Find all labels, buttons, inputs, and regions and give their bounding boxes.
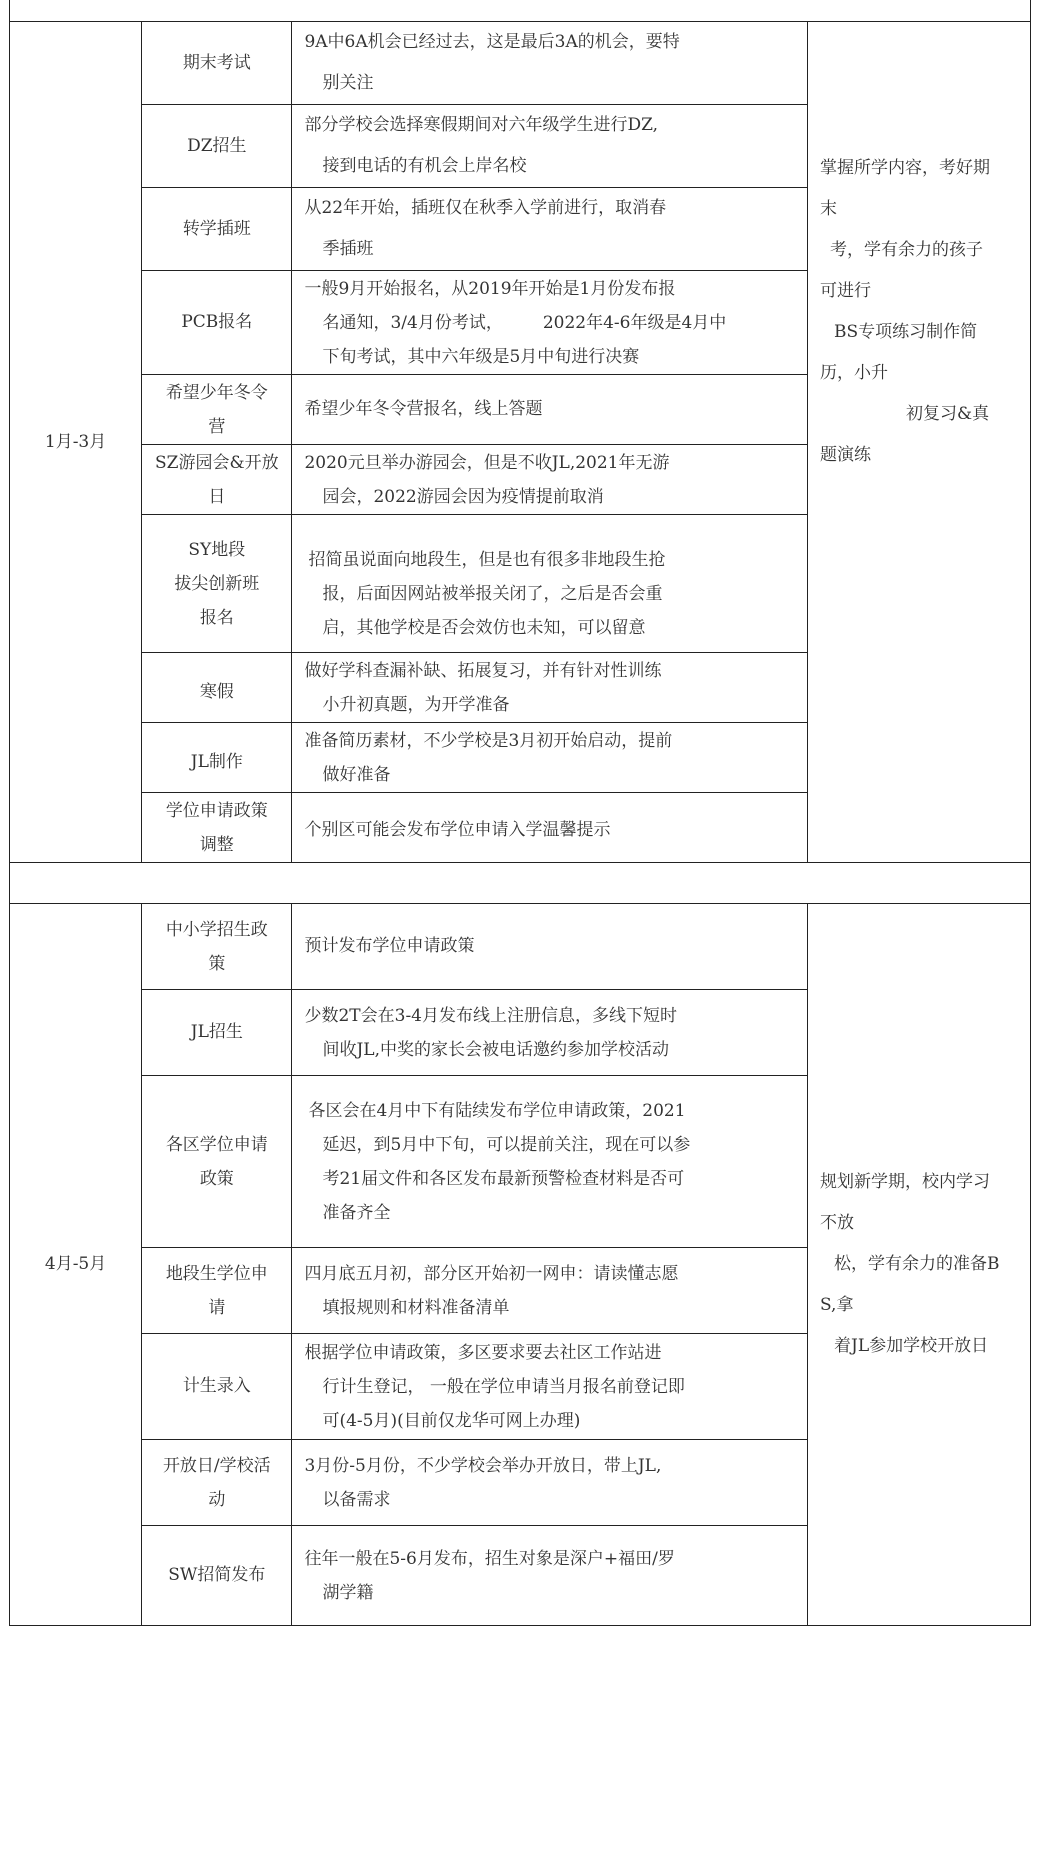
description-cell: 准备简历素材，不少学校是3月初开始启动，提前 做好准备 xyxy=(292,723,808,793)
description-cell: 各区会在4月中下有陆续发布学位申请政策，2021 延迟，到5月中下旬，可以提前关注，现在可以参 考21届文件和各区发布最新预警检查材料是否可 准备齐全 xyxy=(292,1076,808,1248)
topic-cell: 开放日/学校活 动 xyxy=(142,1440,292,1526)
topic-cell: DZ招生 xyxy=(142,105,292,188)
description-cell: 一般9月开始报名，从2019年开始是1月份发布报 名通知，3/4月份考试， 2022年4-6年级是4月中 下旬考试，其中六年级是5月中旬进行决赛 xyxy=(292,271,808,375)
topic-cell: JL制作 xyxy=(142,723,292,793)
topic-cell: JL招生 xyxy=(142,990,292,1076)
table-row xyxy=(10,904,1031,990)
description-cell: 根据学位申请政策，多区要求要去社区工作站进 行计生登记， 一般在学位申请当月报名前登记即 可(4-5月)(目前仅龙华可网上办理) xyxy=(292,1334,808,1440)
topic-cell: 寒假 xyxy=(142,653,292,723)
topic-cell: SY地段 拔尖创新班 报名 xyxy=(142,515,292,653)
topic-cell: 各区学位申请 政策 xyxy=(142,1076,292,1248)
topic-cell: 希望少年冬令 营 xyxy=(142,375,292,445)
description-cell: 招简虽说面向地段生，但是也有很多非地段生抢 报，后面因网站被举报关闭了，之后是否会重 启，其他学校是否会效仿也未知，可以留意 xyxy=(292,515,808,653)
description-cell: 2020元旦举办游园会，但是不收JL,2021年无游 园会，2022游园会因为疫情提前取消 xyxy=(292,445,808,515)
description-cell: 从22年开始，插班仅在秋季入学前进行，取消春 季插班 xyxy=(292,188,808,271)
description-cell: 做好学科查漏补缺、拓展复习，并有针对性训练 小升初真题，为开学准备 xyxy=(292,653,808,723)
topic-cell: 中小学招生政 策 xyxy=(142,904,292,990)
description-cell: 少数2T会在3-4月发布线上注册信息，多线下短时 间收JL,中奖的家长会被电话邀约参加学校活动 xyxy=(292,990,808,1076)
topic-cell: SW招简发布 xyxy=(142,1526,292,1626)
description-cell: 预计发布学位申请政策 xyxy=(292,904,808,990)
topic-cell: SZ游园会&开放 日 xyxy=(142,445,292,515)
table-row xyxy=(10,22,1031,105)
topic-cell: 学位申请政策 调整 xyxy=(142,793,292,863)
topic-cell: 计生录入 xyxy=(142,1334,292,1440)
goal-cell: 规划新学期，校内学习 不放 松，学有余力的准备B S,拿 着JL参加学校开放日 xyxy=(808,904,1031,1626)
separator-row xyxy=(10,863,1031,904)
topic-cell: 转学插班 xyxy=(142,188,292,271)
description-cell: 3月份-5月份，不少学校会举办开放日，带上JL, 以备需求 xyxy=(292,1440,808,1526)
description-cell: 希望少年冬令营报名，线上答题 xyxy=(292,375,808,445)
description-cell: 四月底五月初，部分区开始初一网申：请读懂志愿 填报规则和材料准备清单 xyxy=(292,1248,808,1334)
description-cell: 个别区可能会发布学位申请入学温馨提示 xyxy=(292,793,808,863)
description-cell: 往年一般在5-6月发布，招生对象是深户+福田/罗 湖学籍 xyxy=(292,1526,808,1626)
separator-row xyxy=(10,0,1031,22)
month-cell: 4月-5月 xyxy=(10,904,142,1626)
topic-cell: 地段生学位申 请 xyxy=(142,1248,292,1334)
topic-cell: 期末考试 xyxy=(142,22,292,105)
schedule-table xyxy=(9,0,1031,1626)
description-cell: 部分学校会选择寒假期间对六年级学生进行DZ, 接到电话的有机会上岸名校 xyxy=(292,105,808,188)
topic-cell: PCB报名 xyxy=(142,271,292,375)
description-cell: 9A中6A机会已经过去，这是最后3A的机会，要特 别关注 xyxy=(292,22,808,105)
month-cell: 1月-3月 xyxy=(10,22,142,863)
goal-cell: 掌握所学内容，考好期 末 考，学有余力的孩子 可进行 BS专项练习制作简 历，小升 初复习&真 题演练 xyxy=(808,22,1031,863)
